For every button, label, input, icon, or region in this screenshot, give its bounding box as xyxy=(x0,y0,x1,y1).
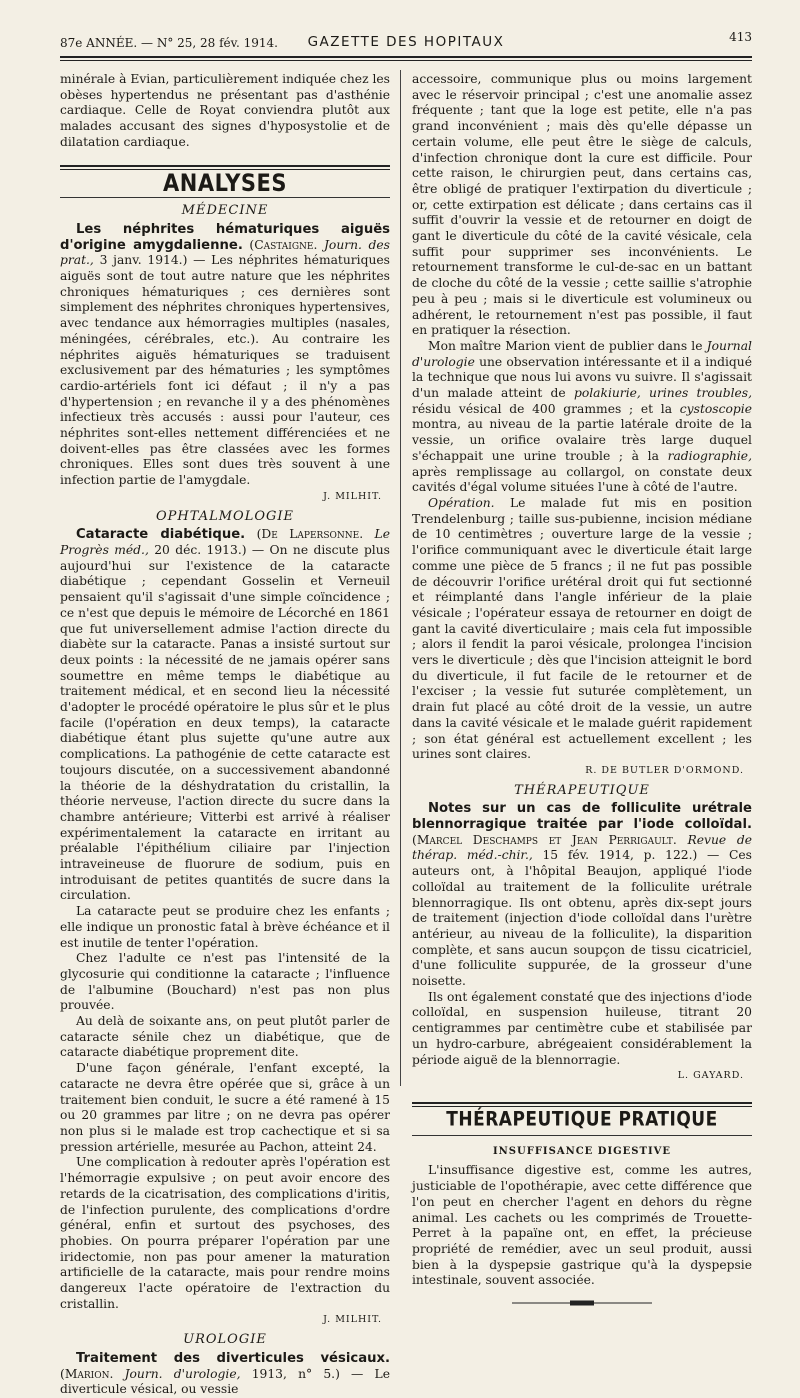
journal-title: GAZETTE DES HOPITAUX xyxy=(307,34,505,50)
text-run: Le malade fut mis en position Trendelenburg ; taille sus-pubienne, incision médiane de 10 centimètres ; ouverture large de la vessie ; l'orifice communiquant avec le diverticule était large comme une pièce de 5 francs ; il ne fut pas possible de découvrir l'orifice urétéral droit qui fut sectionné et réimplanté dans l'angle inférieur de la plaie vésicale ; l'opérateur essaya de retourner en doigt de gant la cavité diverticulaire ; mais cela fut impossible ; alors il fendit la paroi vésicale, prolongea l'incision vers le diverticule ; dès que l'incision atteignit le bord du diverticule, il fut facile de le retourner et de l'exciser ; la vessie fut suturée complètement, un drain fut placé au côté droit de la vessie, un autre dans la cavité vésicale et le malade guérit rapidement ; son état général est actuellement excellent ; les urines sont claires. xyxy=(412,495,752,762)
left-column xyxy=(60,72,390,1398)
paragraph: D'une façon générale, l'enfant excepté, la cataracte ne devra être opérée que si, grâce à un traitement bien conduit, le sucre a été ramené à 15 ou 20 grammes par litre ; on ne devra pas opérer non plus si le malade est trop cachectique et si sa pression artérielle, mesurée au Pachon, atteint 24. xyxy=(60,1061,390,1154)
article-author: Marion. xyxy=(64,1366,114,1381)
therapeutique-pratique-heading: THÉRAPEUTIQUE PRATIQUE xyxy=(446,1108,718,1132)
emphasis: cystoscopie xyxy=(679,401,752,416)
paragraph: Chez l'adulte ce n'est pas l'intensité de la glycosurie qui conditionne la cataracte ; l'influence de l'albumine (Bouchard) n'est pas non plus prouvée. xyxy=(60,951,390,1013)
text-run: Mon maître Marion vient de publier dans le xyxy=(428,338,703,353)
signature: R. DE BUTLER D'ORMOND. xyxy=(585,764,744,776)
article-date: 3 janv. 1914.) — xyxy=(99,253,206,268)
article-title: Cataracte diabétique. xyxy=(76,527,246,543)
intro-paragraph: minérale à Evian, particulièrement indiquée chez les obèses hypertendus ne présentant pas d'asthénie cardiaque. Celle de Royat conviendra plutôt aux malades accusant des signes d'hyposystolie et de dilatation cardiaque. xyxy=(60,72,390,149)
article-title: Traitement des diverticules vésicaux. xyxy=(76,1350,390,1366)
section-rule-thin xyxy=(412,1135,752,1136)
paragraph-marion xyxy=(412,339,752,496)
text-run: après remplissage au collargol, on constate deux cavités d'égal volume situées l'une à côté de l'autre. xyxy=(412,464,752,495)
issue-info: 87e ANNÉE. — N° 25, 28 fév. 1914. xyxy=(60,36,278,50)
article-journal: Revue de thérap. méd.-chir., xyxy=(412,832,752,863)
article-date: 20 déc. 1913.) — xyxy=(154,542,265,557)
ornament-line-icon xyxy=(512,1299,652,1307)
page-header xyxy=(60,30,752,52)
signature: J. MILHIT. xyxy=(323,490,382,502)
rubric-therapeutique: THÉRAPEUTIQUE xyxy=(514,782,650,798)
article-journal: Journ. des prat., xyxy=(60,237,390,268)
article-nephrites: Les néphrites hématuriques aiguës d'origine amygdalienne. (Castaigne. Journ. des prat., 3 janv. 1914.) — Les néphrites hématuriques aiguës sont de tout autre nature que les néphrites chroniques hématuriques ; ces dernières sont simplement des néphrites chroniques hypertensives, avec tendance aux hémorragies multiples (nasales, méningées, cérébrales, etc.). Au contraire les néphrites aiguës hématuriques se traduisent exclusivement par des hématuries ; les symptômes cardio-artériels font ici défaut ; il n'y a pas d'hypertension ; en revanche il y a des phénomènes infectieux très accusés : aussi pour l'auteur, ces néphrites sont-elles nettement différenciées et ne doivent-elles pas être classées avec les formes chroniques. Elles sont dues très souvent à une infection partie de l'amygdale. xyxy=(60,221,390,488)
paragraph: Ils ont également constaté que des injections d'iode colloïdal, en suspension huileuse, titrant 20 centigrammes par centimètre cube et stabilisée par un hydro-carbure, abrégeaient considérablement la période aiguë de la blennorragie. xyxy=(412,989,752,1067)
article-date: 15 fév. 1914, p. 122.) — xyxy=(542,848,720,863)
article-title: Les néphrites hématuriques aiguës d'origine amygdalienne. xyxy=(60,221,390,253)
article-date: 1913, n° 5.) — xyxy=(251,1366,364,1381)
article-author: Marcel Deschamps et Jean Perrigault. xyxy=(416,832,677,847)
rubric-medecine: MÉDECINE xyxy=(181,203,269,219)
text-run: résidu vésical de 400 grammes ; et la xyxy=(412,401,673,416)
journal-name: Journal d'urologie xyxy=(412,338,752,369)
article-body: Ces auteurs ont, à l'hôpital Beaujon, appliqué l'iode colloïdal au traitement de la folliculite urétrale blennorragique. Ils ont obtenu, après dix-sept jours de traitement (injection d'iode colloïdal dans l'urètre antérieur, au niveau de la folliculite), la disparition complète, et sans aucun soupçon de tissu cicatriciel, d'une folliculite suppurée, de la grosseur d'une noisette. xyxy=(412,848,752,989)
article-body: On ne discute plus aujourd'hui sur l'existence de la cataracte diabétique ; cependant Gosselin et Verneuil pensaient qu'il s'agissait d'une simple coïncidence ; ce n'est que depuis le mémoire de Lécorché en 1861 que fut universellement admise l'action directe du diabète sur la cataracte. Panas a insisté surtout sur deux points : la nécessité de ne jamais opérer sans soumettre en même temps le diabétique au traitement médical, et en second lieu la nécessité d'adopter le procédé opératoire le plus sûr et le plus facile (l'opération en deux temps), la cataracte diabétique étant plus sujette qu'une autre aux complications. La pathogénie de cette cataracte est toujours discutée, on a successivement abandonné la théorie de la déshydratation du cristallin, la théorie nerveuse, l'action directe du sucre dans la chambre antérieure; Vitterbi est arrivé à réaliser expérimentalement la cataracte en irritant au préalable l'épithélium ciliaire par l'injection intraveineuse de fluorure de sodium, puis en introduisant de petites quantités de sucre dans la circulation. xyxy=(60,542,390,903)
signature: L. GAYARD. xyxy=(677,1070,744,1082)
header-rule xyxy=(60,56,752,58)
section-rule xyxy=(412,1102,752,1107)
section-rule-thin xyxy=(60,197,390,198)
header-rule-thin xyxy=(60,60,752,61)
article-author: De Lapersonne. xyxy=(261,527,364,542)
column-divider xyxy=(400,70,401,1086)
emphasis: Opération. xyxy=(428,495,495,510)
article-body: Le diverticule vésical, ou vessie xyxy=(60,1366,390,1397)
paragraph: Une complication à redouter après l'opération est l'hémorragie expulsive ; on peut avoir encore des retards de la cicatrisation, des complications d'iritis, de l'infection purulente, des complications d'ordre général, enfin et surtout des psychoses, des phobies. On pourra préparer l'opération par une iridectomie, non pas pour amener la maturation artificielle de la cataracte, mais pour rendre moins dangereux l'acte opératoire de l'extraction du cristallin. xyxy=(60,1155,390,1311)
paragraph-operation xyxy=(412,496,752,763)
article-folliculite: Notes sur un cas de folliculite urétrale blennorragique traitée par l'iode colloïdal. (Marcel Deschamps et Jean Perrigault. Revue de thérap. méd.-chir., 15 fév. 1914, p. 122.) — Ces auteurs ont, à l'hôpital Beaujon, appliqué l'iode colloïdal au traitement de la folliculite urétrale blennorragique. Ils ont obtenu, après dix-sept jours de traitement (injection d'iode colloïdal dans l'urètre antérieur, au niveau de la folliculite), la disparition complète, et sans aucun soupçon de tissu cicatriciel, d'une folliculite suppurée, de la grosseur d'une noisette. xyxy=(412,801,752,989)
rubric-ophtalmologie: OPHTALMOLOGIE xyxy=(156,508,294,524)
article-body: Les néphrites hématuriques aiguës sont de tout autre nature que les néphrites chroniques hématuriques ; ces dernières sont simplement des néphrites chroniques hypertensives, avec tendance aux hémorragies multiples (nasales, méningées, cérébrales, etc.). Au contraire les néphrites aiguës hématuriques se traduisent exclusivement par des hématuries ; les symptômes cardio-artériels font ici défaut ; il n'y a pas d'hypertension ; en revanche il y a des phénomènes infectieux très accusés : aussi pour l'auteur, ces néphrites sont-elles nettement différenciées et ne doivent-elles pas être classées avec les formes chroniques. Elles sont dues très souvent à une infection partie de l'amygdale. xyxy=(60,253,390,488)
rubric-insuffisance: INSUFFISANCE DIGESTIVE xyxy=(492,1145,672,1157)
analyses-heading: ANALYSES xyxy=(163,168,287,197)
article-author: Castaigne. xyxy=(254,237,318,252)
emphasis: radiographie, xyxy=(667,448,752,463)
paragraph: La cataracte peut se produire chez les enfants ; elle indique un pronostic fatal à brève échéance et il est inutile de tenter l'opération. xyxy=(60,904,390,950)
paragraph: L'insuffisance digestive est, comme les autres, justiciable de l'opothérapie, avec cette différence que l'on peut en chercher l'agent en dehors du règne animal. Les cachets ou les comprimés de Trouette-Perret à la papaïne ont, en effet, la précieuse propriété de remédier, avec un seul produit, aussi bien à la dyspepsie gastrique qu'à la dyspepsie intestinale, souvent associée. xyxy=(412,1163,752,1288)
article-journal: Le Progrès méd., xyxy=(60,527,390,557)
article-diverticules: Traitement des diverticules vésicaux. (Marion. Journ. d'urologie, 1913, n° 5.) — Le diverticule vésical, ou vessie xyxy=(60,1350,390,1397)
paragraph: accessoire, communique plus ou moins largement avec le réservoir principal ; c'est une anomalie assez fréquente ; tant que la loge est petite, elle n'a pas grand inconvénient ; mais dès qu'elle dépasse un certain volume, elle peut être le siège de calculs, d'infection chronique dont la cure est difficile. Pour cette raison, le chirurgien peut, dans certains cas, être obligé de pratiquer l'extirpation du diverticule ; or, cette extirpation est délicate ; dans certains cas il suffit d'ouvrir la vessie et de retourner en doigt de gant le diverticule du côté de la cavité vésicale, cela suffit pour supprimer ses inconvénients. Le retournement transforme le cul-de-sac en un battant de cloche du côté de la vessie ; cette saillie s'atrophie peu à peu ; mais si le diverticule est volumineux ou adhérent, le retournement n'est pas possible, il faut en pratiquer la résection. xyxy=(412,72,752,338)
paragraph: Au delà de soixante ans, on peut plutôt parler de cataracte sénile chez un diabétique, que de cataracte diabétique proprement dite. xyxy=(60,1014,390,1060)
text-run: montra, au niveau de la partie latérale droite de la vessie, un orifice ovalaire très large duquel s'échappait une urine trouble ; à la xyxy=(412,417,752,463)
rubric-urologie: UROLOGIE xyxy=(183,1332,267,1348)
right-column xyxy=(412,72,752,1313)
article-journal: Journ. d'urologie, xyxy=(124,1366,241,1381)
article-cataracte: Cataracte diabétique. (De Lapersonne. Le Progrès méd., 20 déc. 1913.) — On ne discute plus aujourd'hui sur l'existence de la cataracte diabétique ; cependant Gosselin et Verneuil pensaient qu'il s'agissait d'une simple coïncidence ; ce n'est que depuis le mémoire de Lécorché en 1861 que fut universellement admise l'action directe du diabète sur la cataracte. Panas a insisté surtout sur deux points : la nécessité de ne jamais opérer sans soumettre en même temps le diabétique au traitement médical, et en second lieu la nécessité d'adopter le procédé opératoire le plus sûr et le plus facile (l'opération en deux temps), la cataracte diabétique étant plus sujette qu'une autre aux complications. La pathogénie de cette cataracte est toujours discutée, on a successivement abandonné la théorie de la déshydratation du cristallin, la théorie nerveuse, l'action directe du sucre dans la chambre antérieure; Vitterbi est arrivé à réaliser expérimentalement la cataracte en irritant au préalable l'épithélium ciliaire par l'injection intraveineuse de fluorure de sodium, puis en introduisant de petites quantités de sucre dans la circulation. xyxy=(60,527,390,903)
emphasis: polakiurie, urines troubles, xyxy=(573,386,752,401)
article-title: Notes sur un cas de folliculite urétrale blennorragique traitée par l'iode colloïdal. xyxy=(412,801,752,833)
page-number: 413 xyxy=(729,30,752,44)
signature: J. MILHIT. xyxy=(323,1314,382,1326)
text-run: une observation intéressante et il a indiqué la technique que nous lui avons vu suivre. Il s'agissait d'un malade atteint de xyxy=(412,354,752,401)
end-ornament xyxy=(412,1297,752,1313)
